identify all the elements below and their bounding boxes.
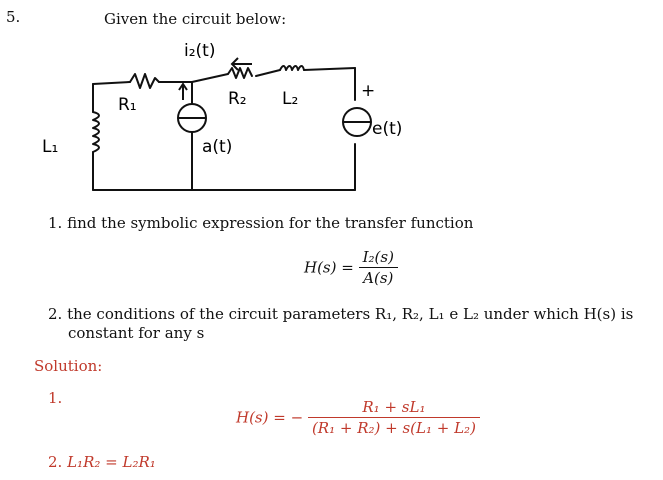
solution-item-2-text: L₁R₂ = L₂R₁ xyxy=(67,453,156,471)
current-arrow-icon xyxy=(179,84,187,100)
tf-lhs: H(s) = xyxy=(304,258,354,277)
item-2-text-line1: the conditions of the circuit parameters R₁, R₂, L₁ e L₂ under which H(s) is xyxy=(67,305,634,323)
sol-eq-denominator: (R₁ + R₂) + s(L₁ + L₂) xyxy=(311,419,476,437)
solution-heading: Solution: xyxy=(34,357,103,375)
label-i2: i₂(t) xyxy=(184,41,216,61)
tf-fraction xyxy=(359,248,398,287)
voltage-source-e xyxy=(343,108,371,136)
sol-eq-numerator: R₁ + sL₁ xyxy=(308,398,480,418)
label-plus: + xyxy=(361,81,376,101)
solution-item-1-number: 1. xyxy=(48,389,63,407)
intro-text: Given the circuit below: xyxy=(104,10,287,28)
resistor-r1-zigzag xyxy=(130,74,159,88)
label-r2: R₂ xyxy=(228,89,247,109)
item-1-number: 1. xyxy=(48,214,63,232)
item-1 xyxy=(48,214,473,232)
label-r1: R₁ xyxy=(118,95,137,115)
label-l1: L₁ xyxy=(42,137,59,157)
item-2 xyxy=(48,305,633,323)
item-2-text-line2: constant for any s xyxy=(68,324,205,342)
solution-item-2 xyxy=(48,453,156,471)
resistor-r2-zigzag xyxy=(228,68,252,78)
wire-top-left xyxy=(93,82,130,84)
inductor-l1-coil xyxy=(93,112,99,152)
transfer-function-equation xyxy=(304,248,398,287)
solution-item-2-number: 2. xyxy=(48,453,63,471)
solution-equation xyxy=(236,398,480,437)
label-e: e(t) xyxy=(372,119,403,139)
label-l2: L₂ xyxy=(282,89,299,109)
item-1-text: find the symbolic expression for the transfer function xyxy=(67,214,474,232)
wire-l2-to-right xyxy=(304,68,355,70)
sol-eq-fraction xyxy=(308,398,480,437)
problem-number: 5. xyxy=(6,8,21,26)
tf-denominator: A(s) xyxy=(363,269,394,287)
tf-numerator: I₂(s) xyxy=(359,248,398,268)
inductor-l2-coil xyxy=(280,66,304,70)
wire-r2-l2 xyxy=(256,70,280,76)
wire-top-right-a xyxy=(192,74,228,82)
label-a: a(t) xyxy=(202,137,233,157)
item-2-number: 2. xyxy=(48,305,63,323)
sol-eq-lhs: H(s) = − xyxy=(236,408,304,427)
circuit-diagram xyxy=(0,0,663,200)
